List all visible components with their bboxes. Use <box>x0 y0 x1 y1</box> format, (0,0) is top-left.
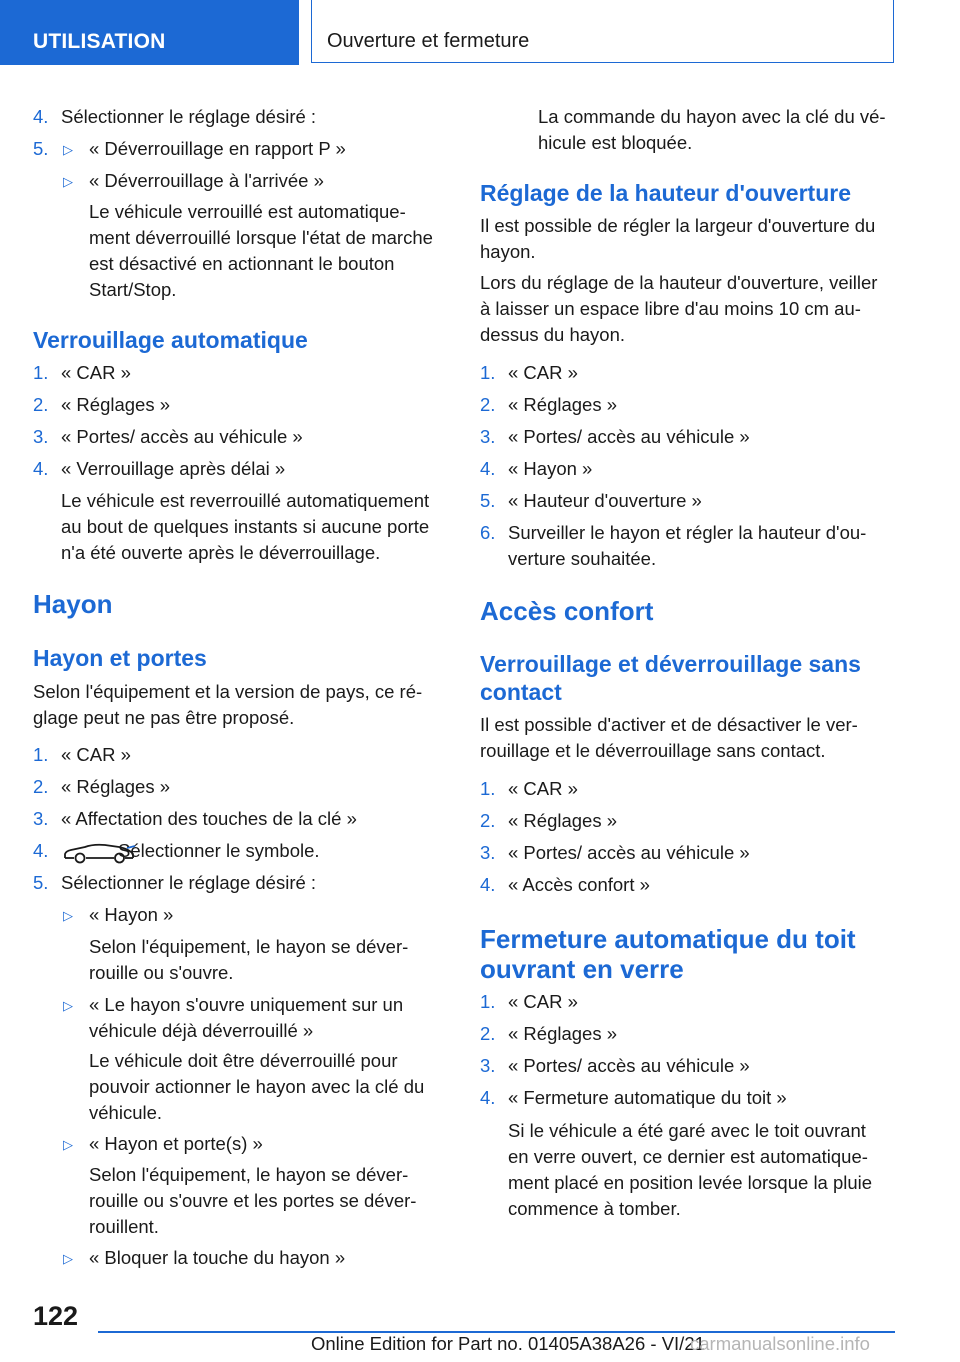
text-line: rouille ou s'ouvre et les portes se déver- <box>89 1190 417 1211</box>
text-line: rouille ou s'ouvre. <box>89 962 234 983</box>
list-text: « CAR » <box>61 744 131 765</box>
list-text: « Portes/ accès au véhicule » <box>508 842 750 863</box>
text-line: commence à tomber. <box>508 1198 681 1219</box>
list-text: « Réglages » <box>508 810 618 831</box>
footer-edition: Online Edition for Part no. 01405A38A26 - VI/21 <box>311 1333 705 1354</box>
list-number: 2. <box>480 394 496 415</box>
list-text: « CAR » <box>508 778 578 799</box>
list-text: Surveiller le hayon et régler la hauteur d'ou- <box>508 522 867 543</box>
text-line: hayon. <box>480 241 536 262</box>
text-line: en verre ouvert, ce dernier est automatique- <box>508 1146 868 1167</box>
list-number: 1. <box>33 744 49 765</box>
list-text: Sélectionner le symbole. <box>118 840 320 861</box>
list-number: 2. <box>33 394 49 415</box>
list-number: 5. <box>33 138 49 159</box>
list-text: « Bloquer la touche du hayon » <box>89 1247 346 1268</box>
list-number: 5. <box>33 872 49 893</box>
list-number: 2. <box>480 810 496 831</box>
text-line: pouvoir actionner le hayon avec la clé du <box>89 1076 425 1097</box>
list-number: 1. <box>480 778 496 799</box>
text-line: Le véhicule verrouillé est automatique- <box>89 201 406 222</box>
chapter-heading: Fermeture automatique du toit <box>480 924 856 954</box>
footer-watermark: carmanualsonline.info <box>690 1333 870 1354</box>
triangle-right-icon: ▷ <box>63 1251 73 1266</box>
list-text: « Hayon et porte(s) » <box>89 1133 263 1154</box>
chapter-heading: ouvrant en verre <box>480 954 684 984</box>
section-title: UTILISATION <box>33 30 166 53</box>
list-text: « Déverrouillage en rapport P » <box>89 138 346 159</box>
text-line: ment déverrouillé lorsque l'état de marche <box>89 227 433 248</box>
list-text: « Déverrouillage à l'arrivée » <box>89 170 324 191</box>
text-line: est désactivé en actionnant le bouton <box>89 253 395 274</box>
list-text: « Hayon » <box>508 458 593 479</box>
text-line: Lors du réglage de la hauteur d'ouverture, veiller <box>480 272 878 293</box>
list-number: 3. <box>33 426 49 447</box>
triangle-right-icon: ▷ <box>63 1137 73 1152</box>
list-text: « Réglages » <box>61 394 171 415</box>
list-text: « Portes/ accès au véhicule » <box>508 1055 750 1076</box>
text-line: Il est possible de régler la largeur d'ouverture du <box>480 215 876 236</box>
section-heading: Réglage de la hauteur d'ouverture <box>480 180 851 206</box>
chapter-heading: Hayon <box>33 589 113 619</box>
list-text: « Hayon » <box>89 904 174 925</box>
section-tab <box>0 0 299 65</box>
list-number: 4. <box>480 1087 496 1108</box>
list-number: 2. <box>33 776 49 797</box>
list-text: « Le hayon s'ouvre uniquement sur un <box>89 994 404 1015</box>
text-line: à laisser un espace libre d'au moins 10 cm au- <box>480 298 861 319</box>
text-line: Selon l'équipement et la version de pays, ce ré- <box>33 681 423 702</box>
list-number: 2. <box>480 1023 496 1044</box>
list-number: 1. <box>33 362 49 383</box>
list-text: « CAR » <box>508 362 578 383</box>
section-heading: Verrouillage automatique <box>33 327 308 353</box>
list-text: « CAR » <box>508 991 578 1012</box>
text-line: Il est possible d'activer et de désactiver le ver- <box>480 714 858 735</box>
chapter-heading: Accès confort <box>480 596 654 626</box>
text-line: Start/Stop. <box>89 279 177 300</box>
list-text: Sélectionner le réglage désiré : <box>61 106 317 127</box>
section-heading: Hayon et portes <box>33 645 207 671</box>
list-text: « Fermeture automatique du toit » <box>508 1087 787 1108</box>
list-text: « Hauteur d'ouverture » <box>508 490 702 511</box>
text-line: hicule est bloquée. <box>538 132 693 153</box>
text-line: Le véhicule est reverrouillé automatiquement <box>61 490 430 511</box>
page-number: 122 <box>33 1301 79 1331</box>
text-line: dessus du hayon. <box>480 324 626 345</box>
text-line: n'a été ouverte après le déverrouillage. <box>61 542 381 563</box>
list-text: « Accès confort » <box>508 874 650 895</box>
text-line: Si le véhicule a été garé avec le toit ouvrant <box>508 1120 866 1141</box>
list-number: 1. <box>480 991 496 1012</box>
triangle-right-icon: ▷ <box>63 174 73 189</box>
list-text: « Réglages » <box>508 394 618 415</box>
text-line: glage peut ne pas être proposé. <box>33 707 295 728</box>
list-number: 3. <box>480 426 496 447</box>
section-heading: Verrouillage et déverrouillage sans <box>480 651 861 677</box>
text-line: rouillent. <box>89 1216 159 1237</box>
list-text: « Portes/ accès au véhicule » <box>508 426 750 447</box>
list-text: « CAR » <box>61 362 131 383</box>
text-line: La commande du hayon avec la clé du vé- <box>538 106 886 127</box>
chapter-title: Ouverture et fermeture <box>327 30 530 52</box>
section-heading: contact <box>480 679 562 705</box>
text-line: Selon l'équipement, le hayon se déver- <box>89 1164 409 1185</box>
triangle-right-icon: ▷ <box>63 142 73 157</box>
list-text: verture souhaitée. <box>508 548 657 569</box>
list-text: « Affectation des touches de la clé » <box>61 808 357 829</box>
triangle-right-icon: ▷ <box>63 908 73 923</box>
text-line: rouillage et le déverrouillage sans contact. <box>480 740 826 761</box>
list-text: Sélectionner le réglage désiré : <box>61 872 317 893</box>
list-text: véhicule déjà déverrouillé » <box>89 1020 314 1041</box>
list-number: 4. <box>33 840 49 861</box>
list-text: « Réglages » <box>61 776 171 797</box>
triangle-right-icon: ▷ <box>63 998 73 1013</box>
list-number: 1. <box>480 362 496 383</box>
list-number: 3. <box>33 808 49 829</box>
text-line: Selon l'équipement, le hayon se déver- <box>89 936 409 957</box>
text-line: véhicule. <box>89 1102 163 1123</box>
list-number: 4. <box>33 106 49 127</box>
list-number: 4. <box>480 874 496 895</box>
list-number: 5. <box>480 490 496 511</box>
list-text: « Réglages » <box>508 1023 618 1044</box>
text-line: ment placé en position levée lorsque la pluie <box>508 1172 873 1193</box>
chapter-tab <box>311 0 894 63</box>
list-number: 3. <box>480 1055 496 1076</box>
list-number: 4. <box>480 458 496 479</box>
text-line: au bout de quelques instants si aucune porte <box>61 516 430 537</box>
list-text: « Verrouillage après délai » <box>61 458 286 479</box>
list-number: 3. <box>480 842 496 863</box>
text-line: Le véhicule doit être déverrouillé pour <box>89 1050 398 1071</box>
list-number: 4. <box>33 458 49 479</box>
list-number: 6. <box>480 522 496 543</box>
list-text: « Portes/ accès au véhicule » <box>61 426 303 447</box>
